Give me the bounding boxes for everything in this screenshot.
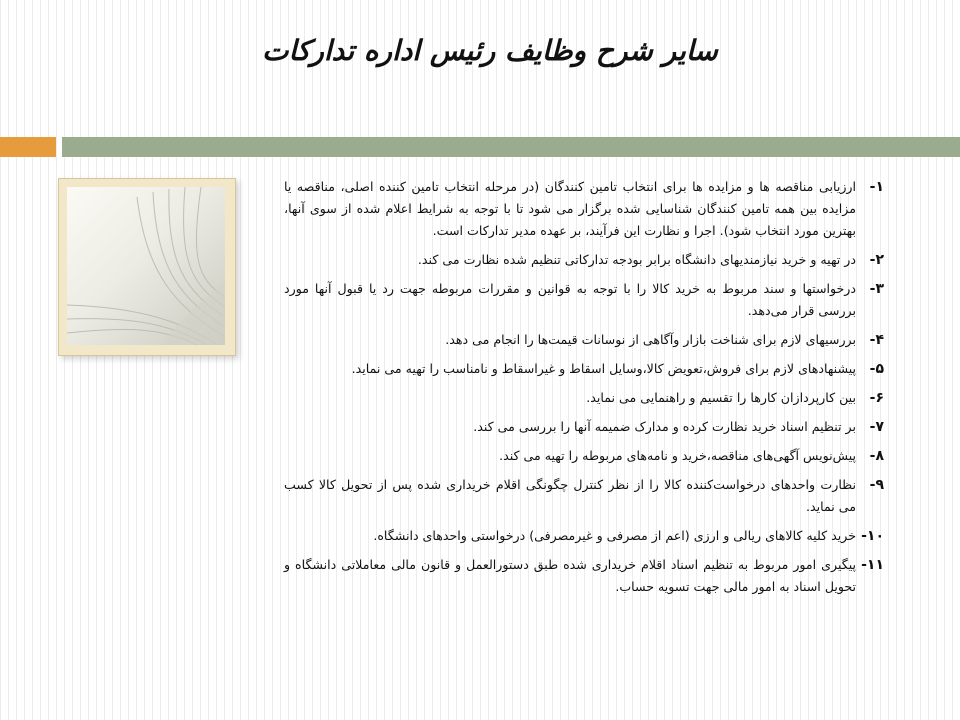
accent-bar-green xyxy=(62,137,960,157)
item-text: نظارت واحدهای درخواست‌کننده کالا را از نظر کنترل چگونگی اقلام خریداری شده پس از تحویل کالا کسب می نماید. xyxy=(284,477,856,514)
book-photo-frame xyxy=(58,178,236,356)
list-item xyxy=(284,358,884,380)
list-item xyxy=(284,387,884,409)
item-number: ۹- xyxy=(869,477,884,493)
list-item xyxy=(284,445,884,467)
item-text: ارزیابی مناقصه ها و مزایده ها برای انتخاب تامین کنندگان (در مرحله انتخاب تامین کننده اصلی، مناقصه یا مزایده بین همه تامین کنندگان شناسایی شده برگزار می شود تا با توجه به شرایط اعلام شده از سوی آنها، بهترین مورد انتخاب شود). اجرا و نظارت این فرآیند، بر عهده مدیر تدارکات است. xyxy=(284,179,856,238)
list-item xyxy=(284,525,884,547)
item-number: ۸- xyxy=(869,448,884,464)
list-item xyxy=(284,474,884,518)
item-number: ۳- xyxy=(869,281,884,297)
item-number: ۱۰- xyxy=(861,528,884,544)
list-item xyxy=(284,416,884,438)
accent-bar-orange xyxy=(0,137,56,157)
item-number: ۱- xyxy=(869,179,884,195)
open-book-pages-icon xyxy=(67,187,225,345)
item-text: خرید کلیه کالاهای ریالی و ارزی (اعم از مصرفی و غیرمصرفی) درخواستی واحدهای دانشگاه. xyxy=(373,528,856,543)
duties-list xyxy=(284,176,884,605)
item-text: درخواستها و سند مربوط به خرید کالا را با توجه به قوانین و مقررات مربوطه جهت رد یا قبول آنها مورد بررسی قرار می‌دهد. xyxy=(284,281,856,318)
page-title: سایر شرح وظایف رئیس اداره تدارکات xyxy=(262,34,718,67)
item-number: ۶- xyxy=(869,390,884,406)
item-number: ۷- xyxy=(869,419,884,435)
item-text: بین کارپردازان کارها را تقسیم و راهنمایی می نماید. xyxy=(586,390,856,405)
list-item xyxy=(284,278,884,322)
item-number: ۴- xyxy=(869,332,884,348)
item-text: پیشنهادهای لازم برای فروش،تعویض کالا،وسایل اسقاط و غیراسقاط و نامناسب را تهیه می نماید. xyxy=(351,361,856,376)
list-item xyxy=(284,329,884,351)
item-text: بررسیهای لازم برای شناخت بازار وآگاهی از نوسانات قیمت‌ها را انجام می دهد. xyxy=(445,332,856,347)
item-text: در تهیه و خرید نیازمندیهای دانشگاه برابر بودجه تدارکاتی تنظیم شده نظارت می کند. xyxy=(417,252,856,267)
item-number: ۵- xyxy=(869,361,884,377)
item-text: بر تنظیم اسناد خرید نظارت کرده و مدارک ضمیمه آنها را بررسی می کند. xyxy=(473,419,856,434)
item-number: ۲- xyxy=(869,252,884,268)
list-item xyxy=(284,249,884,271)
list-item xyxy=(284,554,884,598)
item-text: پیش‌نویس آگهی‌های مناقصه،خرید و نامه‌های مربوطه را تهیه می کند. xyxy=(499,448,856,463)
item-text: پیگیری امور مربوط به تنظیم اسناد اقلام خریداری شده طبق دستورالعمل و قانون مالی معاملاتی دانشگاه و تحویل اسناد به امور مالی جهت تسویه حساب. xyxy=(284,557,856,594)
list-item xyxy=(284,176,884,242)
item-number: ۱۱- xyxy=(861,557,884,573)
